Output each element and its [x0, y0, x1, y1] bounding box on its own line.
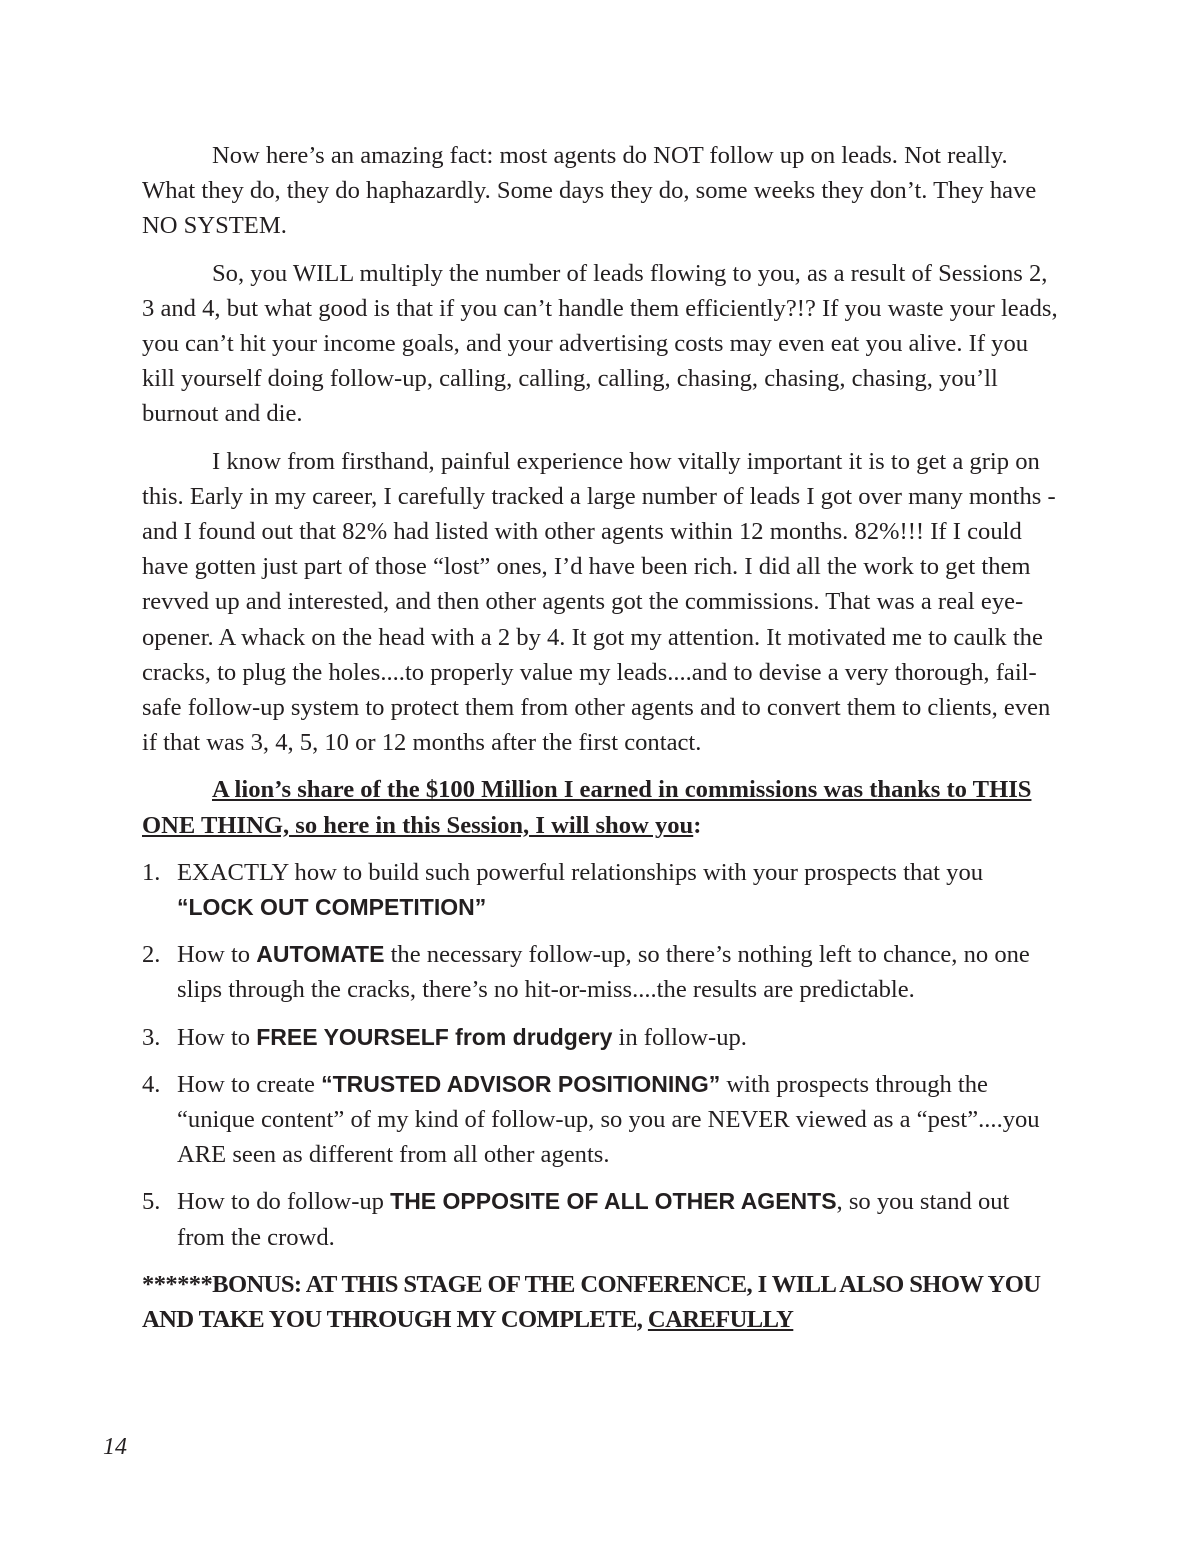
list-number: 5. — [142, 1188, 161, 1216]
list-bold-text: THE OPPOSITE OF ALL OTHER AGENTS — [390, 1188, 837, 1215]
benefits-list — [142, 855, 1062, 1255]
bonus-underlined: CAREFULLY — [647, 1306, 794, 1334]
list-number: 1. — [142, 858, 161, 886]
list-item — [142, 937, 1062, 1007]
list-text: How to — [177, 1023, 257, 1051]
headline-underlined: A lion’s share of the $100 Million I earned in commissions was thanks to THIS ONE THING, so here in this Session, I will show you — [142, 776, 1032, 839]
bonus-text: ******BONUS: AT THIS STAGE OF THE CONFERENCE, I WILL ALSO SHOW YOU AND TAKE YOU THROUGH MY COMPLETE, — [142, 1270, 1041, 1334]
list-bold-text: “LOCK OUT COMPETITION” — [177, 894, 487, 921]
list-text: How to create — [177, 1070, 322, 1098]
list-text-tail: in follow-up. — [612, 1023, 747, 1051]
paragraph-2: So, you WILL multiply the number of leads flowing to you, as a result of Sessions 2, 3 and 4, but what good is that if you can’t handle them efficiently?!? If you waste your leads, you can’t hit your income goals, and your advertising costs may even eat you alive. If you kill yourself doing follow-up, calling, calling, calling, chasing, chasing, chasing, you’ll burnout and die. — [142, 259, 1058, 428]
list-number: 3. — [142, 1023, 161, 1051]
page-number: 14 — [103, 1434, 127, 1460]
list-bold-text: “TRUSTED ADVISOR POSITIONING” — [321, 1070, 721, 1097]
list-text: How to do follow-up — [177, 1188, 391, 1216]
list-bold-text: FREE YOURSELF from drudgery — [256, 1023, 613, 1050]
list-text-tail: , so you stand out from the crowd. — [177, 1188, 1010, 1251]
headline-colon: : — [693, 811, 702, 839]
list-number: 4. — [142, 1070, 161, 1098]
list-item — [142, 855, 1062, 925]
list-bold-text: AUTOMATE — [256, 941, 385, 968]
headline — [142, 772, 1062, 842]
list-text-tail: the necessary follow-up, so there’s nothing left to chance, no one slips through the cracks, there’s no hit-or-miss....the results are predictable. — [177, 941, 1030, 1004]
paragraph-1: Now here’s an amazing fact: most agents do NOT follow up on leads. Not really. What they do, they do haphazardly. Some days they do, some weeks they don’t. They have NO SYSTEM. — [142, 142, 1037, 240]
list-item — [142, 1184, 1062, 1254]
list-item — [142, 1067, 1062, 1173]
list-text: How to — [177, 941, 257, 969]
list-item — [142, 1020, 1062, 1055]
list-text: EXACTLY how to build such powerful relationships with your prospects that you — [177, 858, 984, 886]
page-body — [142, 138, 1062, 1349]
list-text-tail: with prospects through the “unique content” of my kind of follow-up, so you are NEVER viewed as a “pest”....you ARE seen as different from all other agents. — [177, 1070, 1040, 1169]
list-number: 2. — [142, 941, 161, 969]
bonus-paragraph — [142, 1267, 1062, 1337]
paragraph-3: I know from firsthand, painful experience how vitally important it is to get a grip on this. Early in my career, I carefully tracked a large number of leads I got over many months - and I found out that 82% had listed with other agents within 12 months. 82%!!! If I could have gotten just part of those “lost” ones, I’d have been rich. I did all the work to get them revved up and interested, and then other agents got the commissions. That was a real eye-opener. A whack on the head with a 2 by 4. It got my attention. It motivated me to caulk the cracks, to plug the holes....to properly value my leads....and to devise a very thorough, fail-safe follow-up system to protect them from other agents and to convert them to clients, even if that was 3, 4, 5, 10 or 12 months after the first contact. — [142, 447, 1056, 757]
